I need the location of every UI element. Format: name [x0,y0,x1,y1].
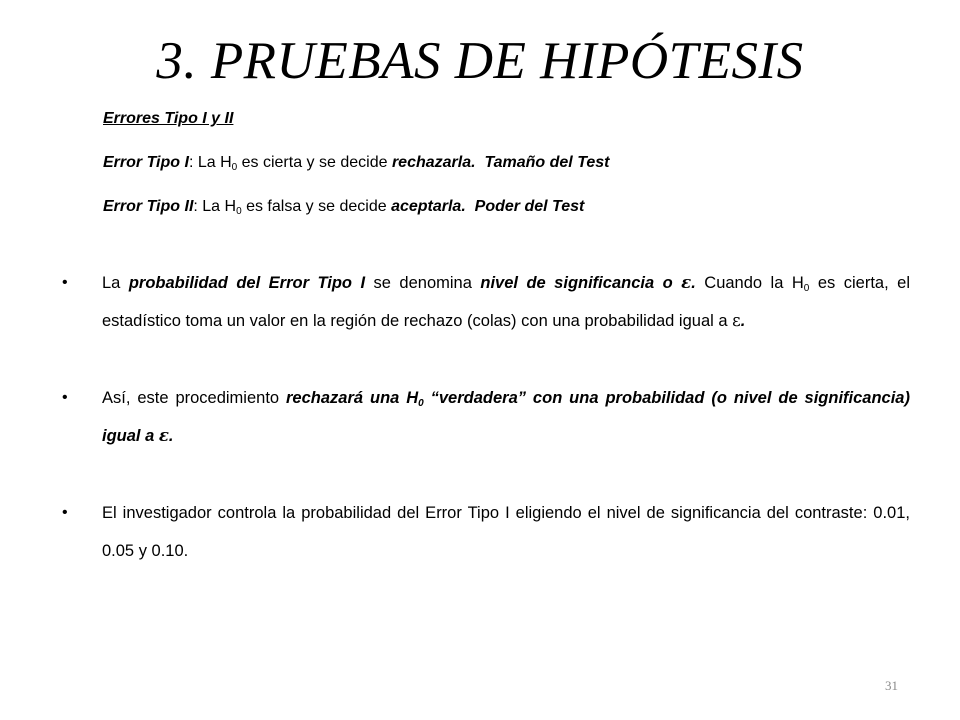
epsilon-symbol: ε [158,426,169,445]
bullet-1-emphasis-2: nivel de significancia o [480,274,682,292]
bullet-item [62,379,910,455]
error-type-2-label: Error Tipo II [103,198,194,215]
bullet-1-emphasis-3: . [691,274,696,292]
bullet-1-text-2: se denomina [365,274,481,292]
bullet-1-text-3: Cuando la H [695,274,804,292]
error-type-1-subscript: 0 [231,162,238,173]
error-type-1-text-a: : La H [188,154,232,171]
subheading-text: Errores Tipo I y II [103,110,234,127]
bullet-dot-icon: • [62,389,68,406]
bullet-1-text-4: es cierta, el estadístico toma un valor en la región de rechazo (colas) con una probabilidad igual a [102,274,910,330]
error-type-2-text-a: : La H [193,198,237,215]
error-type-1-action: rechazarla. [391,154,476,171]
bullet-2-subscript: 0 [418,398,424,409]
bullet-2-emphasis-2: “verdadera” con una probabilidad (o nivel de significancia) igual a [102,389,910,445]
error-type-1-label: Error Tipo I [103,154,189,171]
bullet-list [62,264,910,570]
bullet-dot-icon: • [62,504,68,521]
epsilon-symbol: ε [681,273,692,292]
slide-title: 3. PRUEBAS DE HIPÓTESIS [156,32,804,90]
epsilon-symbol: ε [732,311,741,330]
error-type-2-subscript: 0 [236,206,242,217]
error-type-1-text-b: es cierta y se decide [237,154,392,171]
error-type-2-name: Poder del Test [474,198,585,215]
bullet-1-end: . [740,312,746,330]
page-number: 31 [885,678,898,693]
bullet-1-subscript: 0 [803,283,810,294]
error-type-1-definition [103,149,903,177]
bullet-3-text: El investigador controla la probabilidad del Error Tipo I eligiendo el nivel de significancia del contraste: 0.01, 0.05 y 0.10. [102,504,910,560]
error-type-2-gap [466,198,475,215]
bullet-dot-icon: • [62,274,68,291]
bullet-2-text-1: Así, este procedimiento [102,389,287,407]
error-type-2-text-b: es falsa y se decide [241,198,392,215]
error-definitions [103,105,903,221]
bullet-1-emphasis-1: probabilidad del Error Tipo I [128,274,366,292]
bullet-item [62,264,910,340]
bullet-2-end: . [168,427,174,445]
error-type-1-name: Tamaño del Test [484,154,610,171]
bullet-2-emphasis-1: rechazará una H [286,389,419,407]
error-type-2-action: aceptarla. [391,198,466,215]
subheading [103,105,903,133]
bullet-1-text-1: La [102,274,129,292]
bullet-item [62,494,910,570]
error-type-2-definition [103,193,903,221]
